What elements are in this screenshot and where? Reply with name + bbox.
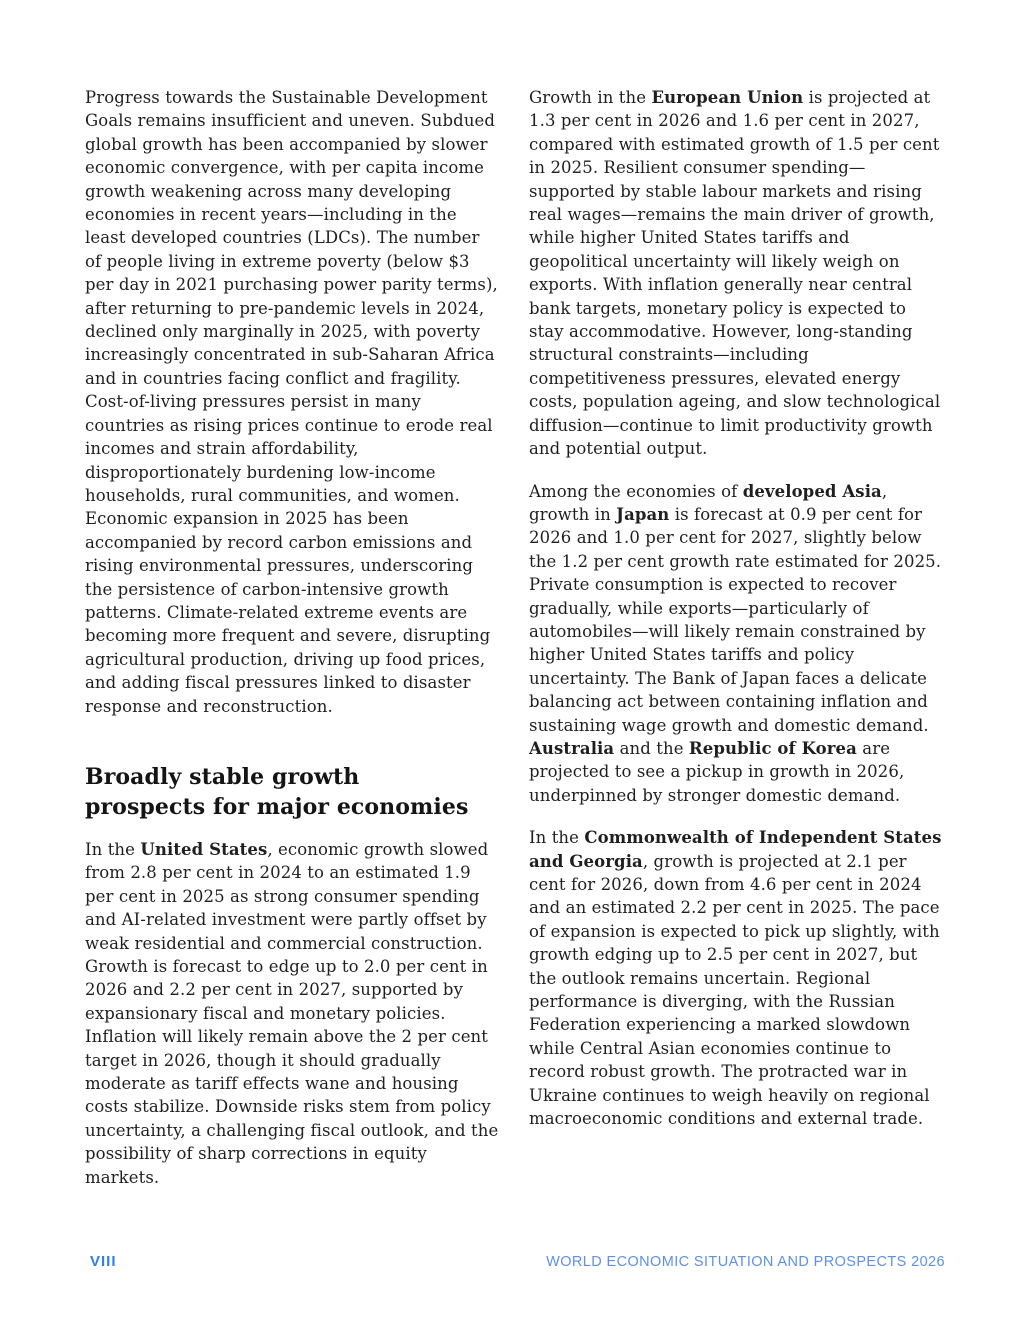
paragraph-united-states: In the United States, economic growth slowed from 2.8 per cent in 2024 to an estimated 1.9 per cent in 2025 as strong consumer spending and AI-related investment were partly offset by weak residential and commercial construction. Growth is forecast to edge up to 2.0 per cent in 2026 and 2.2 per cent in 2027, supported by expansionary fiscal and monetary policies. Inflation will likely remain above the 2 per cent target in 2026, though it should gradually moderate as tariff effects wane and housing costs stabilize. Downside risks stem from policy uncertainty, a challenging fiscal outlook, and the possibility of sharp corrections in equity markets.: [85, 839, 499, 1187]
running-title: WORLD ECONOMIC SITUATION AND PROSPECTS 2026: [546, 1254, 945, 1270]
paragraph-european-union: Growth in the European Union is projected at 1.3 per cent in 2026 and 1.6 per cent in 2027, compared with estimated growth of 1.5 per cent in 2025. Resilient consumer spending—supported by stable labour markets and rising real wages—remains the main driver of growth, while higher United States tariffs and geopolitical uncertainty will likely weigh on exports. With inflation generally near central bank targets, monetary policy is expected to stay accommodative. However, long-standing structural constraints—including competitiveness pressures, elevated energy costs, population ageing, and slow technological diffusion—continue to limit productivity growth and potential output.: [529, 88, 941, 459]
section-heading-growth-prospects: Broadly stable growth prospects for major economies: [85, 763, 469, 820]
right-column: [529, 86, 945, 1208]
paragraph-sdg-progress: Progress towards the Sustainable Development Goals remains insufficient and uneven. Subdued global growth has been accompanied by slower economic convergence, with per capita income growth weakening across many developing economies in recent years—including in the least developed countries (LDCs). The number of people living in extreme poverty (below $3 per day in 2021 purchasing power parity terms), after returning to pre-pandemic levels in 2024, declined only marginally in 2025, with poverty increasingly concentrated in sub-Saharan Africa and in countries facing conflict and fragility. Cost-of-living pressures persist in many countries as rising prices continue to erode real incomes and strain affordability, disproportionately burdening low-income households, rural communities, and women. Economic expansion in 2025 has been accompanied by record carbon emissions and rising environmental pressures, underscoring the persistence of carbon-intensive growth patterns. Climate-related extreme events are becoming more frequent and severe, disrupting agricultural production, driving up food prices, and adding fiscal pressures linked to disaster response and reconstruction.: [85, 88, 498, 716]
page-footer: [90, 1253, 945, 1270]
left-column: [85, 86, 501, 1208]
paragraph-cis-georgia: In the Commonwealth of Independent States and Georgia, growth is projected at 2.1 per cent for 2026, down from 4.6 per cent in 2024 and an estimated 2.2 per cent in 2025. The pace of expansion is expected to pick up slightly, with growth edging up to 2.5 per cent in 2027, but the outlook remains uncertain. Regional performance is diverging, with the Russian Federation experiencing a marked slowdown while Central Asian economies continue to record robust growth. The protracted war in Ukraine continues to weigh heavily on regional macroeconomic conditions and external trade.: [529, 828, 942, 1129]
page-number: VIII: [90, 1253, 117, 1270]
page-content: [85, 86, 945, 1208]
paragraph-developed-asia: Among the economies of developed Asia, growth in Japan is forecast at 0.9 per cent for 2026 and 1.0 per cent for 2027, slightly below the 1.2 per cent growth rate estimated for 2025. Private consumption is expected to recover gradually, while exports—particularly of automobiles—will likely remain constrained by higher United States tariffs and policy uncertainty. The Bank of Japan faces a delicate balancing act between containing inflation and sustaining wage growth and domestic demand. Australia and the Republic of Korea are projected to see a pickup in growth in 2026, underpinned by stronger domestic demand.: [529, 481, 942, 805]
